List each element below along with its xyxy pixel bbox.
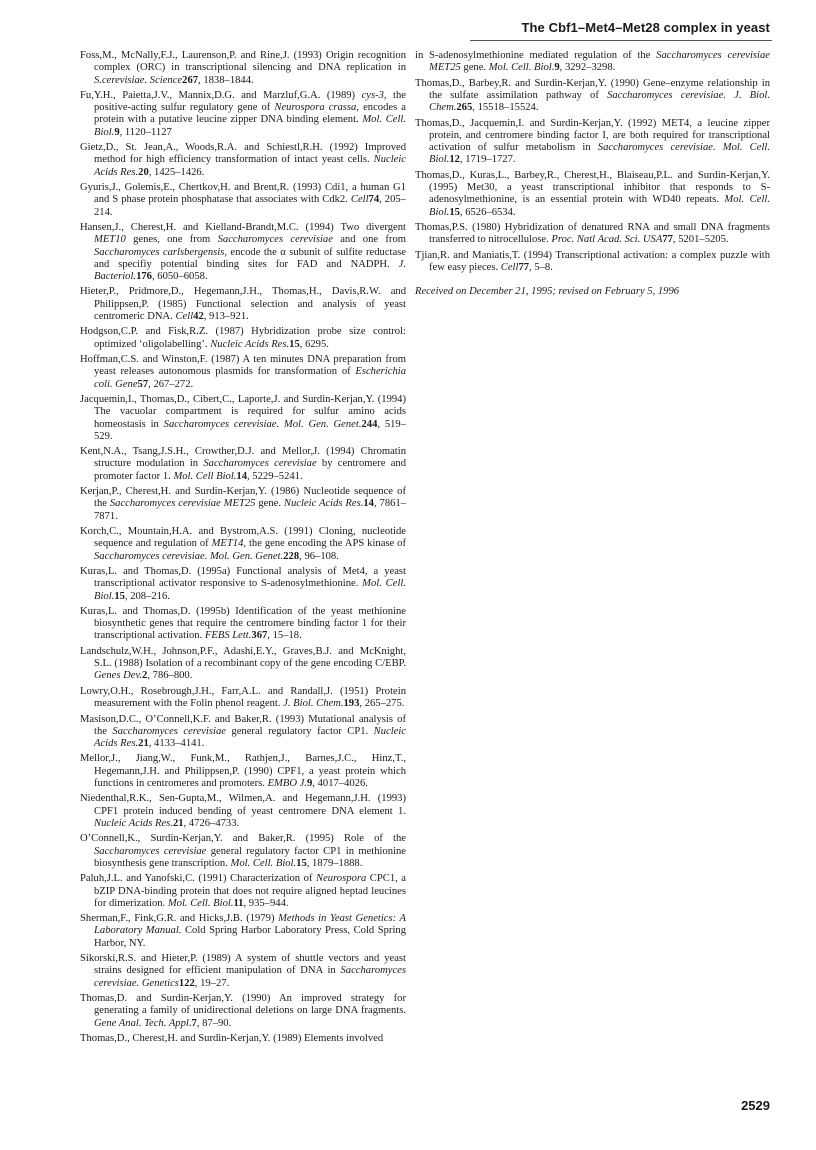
reference-italic: Proc. Natl Acad. Sci. USA bbox=[551, 234, 663, 246]
reference-pages: , 519–529. bbox=[94, 418, 407, 442]
reference-italic: Saccharomyces cerevisiae. Mol. Cell. Biol. bbox=[429, 142, 770, 166]
reference-volume: 11 bbox=[233, 897, 244, 909]
reference-text: Landschulz,W.H., Johnson,P.F., Adashi,E.Y., Graves,B.J. and McKnight, S.L. (1988) Isolation of a recombinant copy of the gene encoding C/EBP. bbox=[80, 645, 406, 670]
reference-entry bbox=[415, 50, 770, 75]
references-right-column bbox=[415, 50, 770, 298]
reference-italic: Genes Dev. bbox=[94, 670, 143, 682]
reference-italic: J. Bacteriol. bbox=[94, 258, 406, 282]
reference-entry bbox=[415, 78, 770, 115]
reference-pages: , 6295. bbox=[299, 338, 329, 350]
reference-volume: 267 bbox=[182, 74, 199, 86]
reference-italic: FEBS Lett. bbox=[204, 630, 252, 642]
reference-text: Thomas,D., Jacquemin,I. and Surdin-Kerjan,Y. (1992) MET4, a leucine zipper protein, and centromere binding factor I, are both required for transcriptional activation of sulfur metabolism in bbox=[415, 117, 770, 154]
reference-pages: , 87–90. bbox=[196, 1017, 232, 1029]
reference-text: , encode the α subunit of sulfite reductase and specifiy potential binding sites for FAD and NADPH. bbox=[94, 246, 406, 270]
reference-italic: Mol. Cell. Biol. bbox=[230, 857, 297, 869]
reference-pages: , 205–214. bbox=[94, 194, 406, 218]
reference-italic: Mol. Cell. Biol. bbox=[429, 194, 770, 218]
reference-volume: 244 bbox=[361, 418, 378, 430]
reference-pages: Cold Spring Harbor Laboratory Press, Cold Spring Harbor, NY. bbox=[94, 925, 406, 949]
reference-text: Hodgson,C.P. and Fisk,R.Z. (1987) Hybridization probe size control: optimized ‘oligolabelling’. bbox=[80, 326, 406, 350]
reference-pages: , 913–921. bbox=[203, 310, 249, 322]
reference-entry bbox=[415, 250, 770, 275]
reference-italic: cys-3 bbox=[361, 89, 384, 101]
reference-italic: Nucleic Acids Res. bbox=[94, 817, 173, 829]
reference-text: , encodes a protein with a putative leucine zipper DNA binding element. bbox=[94, 102, 406, 126]
reference-volume: 14 bbox=[363, 498, 374, 510]
reference-text: Jacquemin,I., Thomas,D., Cibert,C., Laporte,J. and Surdin-Kerjan,Y. (1994) The vacuolar compartment is required for sulfur amino acids homeostasis in bbox=[80, 394, 406, 430]
reference-italic: S.cerevisiae. Science bbox=[94, 74, 183, 86]
reference-italic: Saccharomyces cerevisiae MET25 bbox=[429, 50, 770, 74]
reference-volume: 367 bbox=[251, 630, 268, 642]
reference-text: Foss,M., McNally,F.J., Laurenson,P. and Rine,J. (1993) Origin recognition complex (ORC) in transcriptional silencing and DNA replication in bbox=[80, 50, 406, 74]
reference-italic: EMBO J. bbox=[267, 777, 307, 789]
received-date: Received on December 21, 1995; revised on February 5, 1996 bbox=[415, 286, 680, 298]
reference-pages: , 1425–1426. bbox=[148, 166, 205, 178]
reference-entry bbox=[80, 326, 406, 351]
reference-text: CPC1, a bZIP DNA-binding protein that does not require aligned heptad leucines for dimerization. bbox=[94, 873, 406, 909]
reference-text: Sikorski,R.S. and Hieter,P. (1989) A system of shuttle vectors and yeast strains designed for efficient manipulation of DNA in bbox=[80, 953, 406, 977]
reference-volume: 9 bbox=[114, 126, 120, 138]
reference-italic: MET10 bbox=[94, 234, 126, 246]
page-number: 2529 bbox=[741, 1098, 770, 1113]
reference-italic: Saccharomyces carlsbergensis bbox=[94, 246, 225, 258]
reference-text: general regulatory factor CP1 in methionine biosynthesis gene transcription. bbox=[94, 845, 406, 869]
reference-text: Kuras,L. and Thomas,D. (1995b) Identification of the yeast methionine biosynthetic genes that require the centromere binding factor 1 for their transcriptional activation. bbox=[80, 605, 406, 642]
reference-pages: , 4133–4141. bbox=[148, 738, 205, 749]
reference-pages: , 7861–7871. bbox=[94, 498, 406, 522]
reference-entry bbox=[80, 606, 406, 643]
reference-text: , the gene encoding the APS kinase of bbox=[243, 538, 406, 550]
reference-pages: , 6526–6534. bbox=[459, 206, 516, 218]
reference-pages: , 5229–5241. bbox=[247, 470, 303, 482]
reference-text: Thomas,D., Cherest,H. and Surdin-Kerjan,Y. (1989) Elements involved bbox=[80, 1033, 384, 1044]
reference-text: Kent,N.A., Tsang,J.S.H., Crowther,D.J. and Mellor,J. (1994) Chromatin structure modulation in bbox=[80, 446, 406, 470]
reference-volume: 176 bbox=[136, 271, 152, 282]
reference-text: Kuras,L. and Thomas,D. (1995a) Functional analysis of Met4, a yeast transcriptional activator responsive to S-adenosylmethionine. bbox=[80, 566, 406, 590]
reference-entry bbox=[80, 833, 406, 870]
reference-italic: Cell bbox=[350, 194, 369, 206]
reference-text: general regulatory factor CP1. bbox=[225, 725, 374, 737]
reference-italic: Cell bbox=[500, 261, 519, 273]
reference-italic: Saccharomyces cerevisiae. J. Biol. Chem. bbox=[429, 89, 770, 114]
reference-pages: , 935–944. bbox=[243, 897, 289, 909]
reference-entry bbox=[80, 913, 406, 950]
reference-pages: , 267–272. bbox=[148, 378, 194, 390]
reference-italic: Mol. Cell Biol. bbox=[173, 470, 237, 482]
reference-volume: 9 bbox=[554, 62, 560, 74]
reference-pages: , 1879–1888. bbox=[306, 857, 363, 869]
reference-entry bbox=[80, 873, 406, 910]
reference-pages: , 15518–15524. bbox=[472, 102, 539, 114]
reference-volume: 15 bbox=[114, 590, 125, 602]
reference-text: Korch,C., Mountain,H.A. and Bystrom,A.S. (1991) Cloning, nucleotide sequence and regulation of bbox=[80, 526, 406, 550]
reference-entry bbox=[80, 793, 406, 830]
reference-italic: J. Biol. Chem. bbox=[283, 698, 344, 710]
reference-pages: , 96–108. bbox=[299, 550, 339, 562]
reference-volume: 193 bbox=[343, 698, 360, 710]
reference-italic: MET14 bbox=[211, 538, 244, 550]
reference-italic: Neurospora bbox=[316, 873, 367, 885]
reference-italic: Saccharomyces cerevisiae bbox=[112, 725, 226, 737]
reference-volume: 77 bbox=[518, 261, 530, 273]
reference-volume: 228 bbox=[283, 550, 300, 562]
reference-italic: Saccharomyces cerevisiae. Mol. Gen. Genet. bbox=[163, 418, 362, 430]
reference-volume: 14 bbox=[236, 470, 247, 482]
reference-italic: Nucleic Acids Res. bbox=[94, 154, 406, 178]
reference-entry bbox=[80, 753, 406, 790]
reference-volume: 74 bbox=[368, 194, 380, 206]
reference-text: Hieter,P., Pridmore,D., Hegemann,J.H., Thomas,H., Davis,R.W. and Philippsen,P. (1985) Functional selection and analysis of yeast centromeric DNA. bbox=[80, 286, 406, 322]
reference-volume: 77 bbox=[662, 234, 673, 246]
reference-entry bbox=[80, 686, 406, 711]
reference-italic: Nucleic Acids Res. bbox=[94, 725, 406, 749]
reference-volume: 42 bbox=[193, 310, 204, 322]
reference-text: Thomas,D., Kuras,L., Barbey,R., Cherest,H., Blaiseau,P.L. and Surdin-Kerjan,Y. (1995) Met30, a yeast transcriptional inhibitor that responds to S-adenosylmethionine, is an essential protein with WD40 repeats. bbox=[415, 169, 770, 206]
reference-pages: , 3292–3298. bbox=[559, 62, 616, 74]
reference-volume: 9 bbox=[307, 777, 313, 789]
reference-italic: Gene Anal. Tech. Appl. bbox=[94, 1017, 192, 1029]
reference-pages: , 1719–1727. bbox=[459, 154, 516, 166]
reference-volume: 21 bbox=[138, 738, 149, 749]
reference-text: O’Connell,K., Surdin-Kerjan,Y. and Baker,R. (1995) Role of the bbox=[80, 833, 406, 845]
reference-volume: 7 bbox=[191, 1017, 197, 1029]
reference-text: Niedenthal,R.K., Sen-Gupta,M., Wilmen,A. and Hegemann,J.H. (1993) CPF1 protein induced bending of yeast centromere DNA element 1. bbox=[80, 793, 406, 817]
reference-text: in S-adenosylmethionine mediated regulation of the bbox=[415, 50, 657, 61]
reference-italic: Mol. Cell. Biol. bbox=[167, 897, 234, 909]
reference-pages: , 786–800. bbox=[147, 670, 193, 682]
reference-entry bbox=[80, 142, 406, 179]
reference-italic: Cell bbox=[175, 310, 194, 322]
header-rule bbox=[470, 40, 772, 41]
reference-italic: Neurospora crassa bbox=[274, 102, 357, 114]
reference-pages: , 19–27. bbox=[194, 977, 230, 989]
reference-italic: Mol. Cell. Biol. bbox=[94, 578, 406, 602]
reference-text: Mellor,J., Jiang,W., Funk,M., Rathjen,J., Barnes,J.C., Hinz,T., Hegemann,J.H. and Philippsen,P. (1990) CPF1, a yeast protein which functions in centromeres and promoters. bbox=[80, 753, 406, 789]
reference-entry bbox=[80, 50, 406, 87]
reference-italic: Saccharomyces cerevisiae MET25 bbox=[109, 498, 256, 510]
reference-italic: Mol. Cell. Biol. bbox=[488, 62, 555, 74]
reference-text: Lowry,O.H., Rosebrough,J.H., Farr,A.L. and Randall,J. (1951) Protein measurement with the Folin phenol reagent. bbox=[80, 685, 406, 710]
reference-text: Thomas,P.S. (1980) Hybridization of denatured RNA and small DNA fragments transferred to nitrocellulose. bbox=[415, 222, 770, 246]
reference-entry bbox=[80, 486, 406, 523]
reference-italic: Saccharomyces cerevisiae bbox=[94, 845, 207, 857]
reference-volume: 15 bbox=[449, 206, 460, 218]
reference-italic: Saccharomyces cerevisiae bbox=[203, 458, 317, 470]
reference-volume: 265 bbox=[456, 102, 473, 114]
reference-text: Thomas,D., Barbey,R. and Surdin-Kerjan,Y. (1990) Gene–enzyme relationship in the sulfate assimilation pathway of bbox=[415, 77, 770, 101]
reference-text: Hansen,J., Cherest,H. and Kielland-Brandt,M.C. (1994) Two divergent bbox=[80, 222, 406, 233]
reference-text: by centromere and promoter factor 1. bbox=[94, 458, 406, 482]
reference-italic: Methods in Yeast Genetics: A Laboratory Manual. bbox=[94, 913, 407, 937]
reference-text: Hoffman,C.S. and Winston,F. (1987) A ten minutes DNA preparation from yeast releases autonomous plasmids for transformation of bbox=[80, 354, 406, 378]
reference-text: Kerjan,P., Cherest,H. and Surdin-Kerjan,Y. (1986) Nucleotide sequence of the bbox=[80, 486, 406, 510]
reference-volume: 15 bbox=[296, 857, 307, 869]
reference-text: gene. bbox=[460, 62, 489, 74]
references-left-column bbox=[80, 50, 406, 1048]
reference-entry bbox=[80, 90, 406, 139]
reference-entry bbox=[415, 222, 770, 247]
reference-italic: Mol. Cell. Biol. bbox=[94, 114, 406, 138]
reference-pages: , 208–216. bbox=[124, 590, 170, 602]
reference-text: genes, one from bbox=[125, 234, 218, 246]
reference-entry bbox=[80, 354, 406, 391]
reference-pages: , 4017–4026. bbox=[312, 777, 368, 789]
reference-italic: Saccharomyces cerevisiae bbox=[217, 234, 333, 246]
reference-text: Thomas,D. and Surdin-Kerjan,Y. (1990) An improved strategy for generating a family of unidirectional deletions on large DNA fragments. bbox=[80, 993, 406, 1017]
reference-italic: Saccharomyces cerevisiae. Mol. Gen. Genet. bbox=[94, 550, 284, 562]
reference-entry bbox=[415, 118, 770, 167]
reference-volume: 21 bbox=[172, 817, 184, 829]
reference-volume: 57 bbox=[137, 378, 149, 390]
reference-volume: 12 bbox=[449, 154, 460, 166]
reference-volume: 122 bbox=[178, 977, 195, 989]
reference-entry bbox=[80, 394, 406, 443]
reference-text: Gietz,D., St. Jean,A., Woods,R.A. and Schiestl,R.H. (1992) Improved method for high efficiency transformation of intact yeast cells. bbox=[80, 142, 406, 166]
reference-entry bbox=[80, 953, 406, 990]
reference-entry bbox=[80, 182, 406, 219]
reference-italic: Nucleic Acids Res. bbox=[210, 338, 290, 350]
reference-entry bbox=[80, 993, 406, 1030]
reference-entry bbox=[80, 566, 406, 603]
reference-text: Sherman,F., Fink,G.R. and Hicks,J.B. (1979) bbox=[80, 913, 279, 925]
reference-entry bbox=[415, 170, 770, 219]
reference-italic: Saccharomyces cerevisiae. Genetics bbox=[94, 965, 406, 989]
reference-text: gene. bbox=[255, 498, 284, 510]
reference-text: Masison,D.C., O’Connell,K.F. and Baker,R. (1993) Mutational analysis of the bbox=[80, 713, 406, 737]
reference-pages: , 5–8. bbox=[529, 261, 553, 273]
reference-volume: 15 bbox=[289, 338, 300, 350]
reference-pages: , 1120–1127 bbox=[119, 126, 172, 138]
reference-text: Gyuris,J., Golemis,E., Chertkov,H. and Brent,R. (1993) Cdi1, a human G1 and S phase protein phosphatase that associates with Cdk2. bbox=[80, 182, 406, 206]
reference-volume: 20 bbox=[138, 166, 149, 178]
reference-pages: , 265–275. bbox=[359, 698, 405, 710]
running-title: The Cbf1–Met4–Met28 complex in yeast bbox=[521, 20, 770, 35]
reference-text: and one from bbox=[332, 234, 406, 246]
reference-pages: , 6050–6058. bbox=[151, 271, 208, 282]
reference-entry bbox=[80, 1033, 406, 1045]
reference-entry bbox=[80, 646, 406, 683]
reference-italic: Escherichia coli. Gene bbox=[94, 366, 406, 390]
reference-text: Paluh,J.L. and Yanofski,C. (1991) Characterization of bbox=[80, 873, 317, 885]
reference-pages: , 15–18. bbox=[267, 630, 302, 642]
reference-text: , the positive-acting sulfur regulatory gene of bbox=[94, 89, 406, 114]
reference-text: Tjian,R. and Maniatis,T. (1994) Transcriptional activation: a complex puzzle with few easy pieces. bbox=[415, 249, 770, 273]
reference-italic: Nucleic Acids Res. bbox=[283, 498, 364, 510]
reference-pages: , 5201–5205. bbox=[672, 234, 729, 246]
reference-text: Fu,Y.H., Paietta,J.V., Mannix,D.G. and Marzluf,G.A. (1989) bbox=[80, 89, 362, 101]
reference-entry bbox=[80, 714, 406, 751]
reference-entry bbox=[80, 526, 406, 563]
reference-volume: 2 bbox=[142, 670, 148, 682]
reference-pages: , 1838–1844. bbox=[198, 74, 254, 86]
reference-entry bbox=[80, 446, 406, 483]
reference-entry bbox=[80, 222, 406, 283]
reference-pages: , 4726–4733. bbox=[183, 817, 240, 829]
reference-entry bbox=[80, 286, 406, 323]
